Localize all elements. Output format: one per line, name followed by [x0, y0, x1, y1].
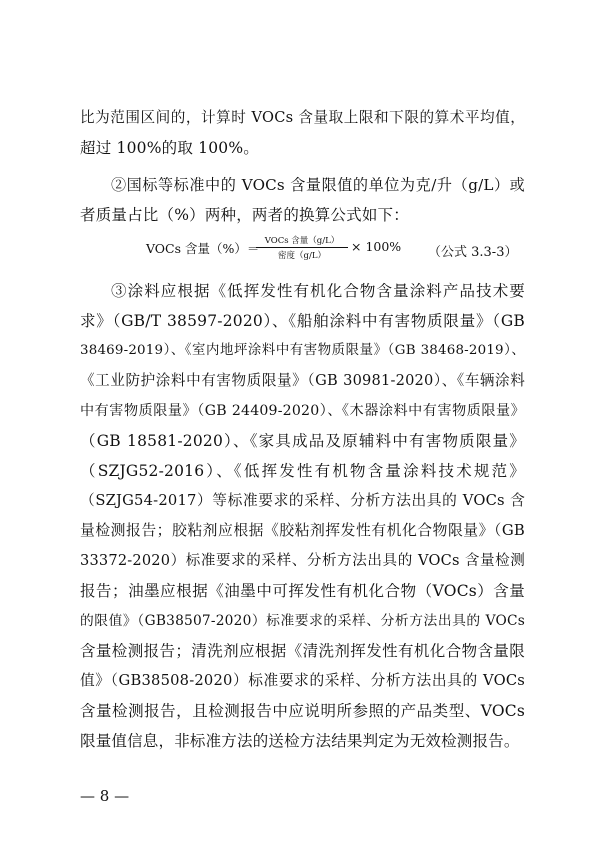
formula-multiplier: × 100%	[351, 239, 402, 254]
text-line: 值》（GB38508-2020）标准要求的采样、分析方法出具的 VOCs	[80, 672, 525, 689]
text-line: 含量检测报告；清洗剂应根据《清洗剂挥发性有机化合物含量限	[80, 642, 525, 660]
text-line: 者质量占比（%）两种，两者的换算公式如下：	[80, 206, 409, 224]
text-line: 报告；油墨应根据《油墨中可挥发性有机化合物（VOCs）含量	[80, 582, 525, 600]
text-line: （GB 18581-2020）、《家具成品及原辅料中有害物质限量》	[80, 432, 525, 450]
text-line: 《工业防护涂料中有害物质限量》（GB 30981-2020）、《车辆涂料	[80, 372, 525, 389]
text-line: ②国标等标准中的 VOCs 含量限值的单位为克/升（g/L）或	[111, 176, 525, 194]
paragraph-3	[80, 276, 525, 756]
text-line: 限量值信息，非标准方法的送检方法结果判定为无效检测报告。	[80, 732, 520, 750]
text-line: （SZJG52-2016）、《低挥发性有机物含量涂料技术规范》	[80, 462, 525, 480]
text-line: 超过 100%的取 100%。	[80, 139, 259, 157]
text-line: 求》（GB/T 38597-2020）、《船舶涂料中有害物质限量》（GB	[80, 312, 525, 330]
formula-denominator: 密度（g/L）	[278, 251, 326, 261]
text-line: 比为范围区间的，计算时 VOCs 含量取上限和下限的算术平均值，	[80, 109, 525, 126]
text-line: 中有害物质限量》（GB 24409-2020）、《木器涂料中有害物质限量》	[80, 403, 525, 419]
text-line: （SZJG54-2017）等标准要求的采样、分析方法出具的 VOCs 含	[80, 492, 525, 509]
formula-fraction	[256, 234, 348, 261]
page-number: — 8 —	[80, 787, 130, 805]
paragraph-1	[80, 103, 525, 163]
text-line: 的限值》（GB38507-2020）标准要求的采样、分析方法出具的 VOCs	[80, 613, 525, 629]
formula-equation-number: （公式 3.3-3）	[428, 245, 518, 260]
paragraph-2	[80, 170, 525, 230]
text-line: 38469-2019）、《室内地坪涂料中有害物质限量》（GB 38468-2019）、	[80, 343, 525, 358]
text-line: ③涂料应根据《低挥发性有机化合物含量涂料产品技术要	[111, 282, 525, 300]
text-line: 量检测报告；胶粘剂应根据《胶粘剂挥发性有机化合物限量》（GB	[80, 522, 525, 539]
text-line: 33372-2020）标准要求的采样、分析方法出具的 VOCs 含量检测	[80, 552, 525, 569]
conversion-formula	[146, 232, 526, 268]
text-line: 含量检测报告，且检测报告中应说明所参照的产品类型、VOCs	[80, 702, 525, 720]
formula-numerator: VOCs 含量（g/L）	[256, 234, 348, 248]
formula-lhs: VOCs 含量（%）＝	[146, 241, 260, 256]
